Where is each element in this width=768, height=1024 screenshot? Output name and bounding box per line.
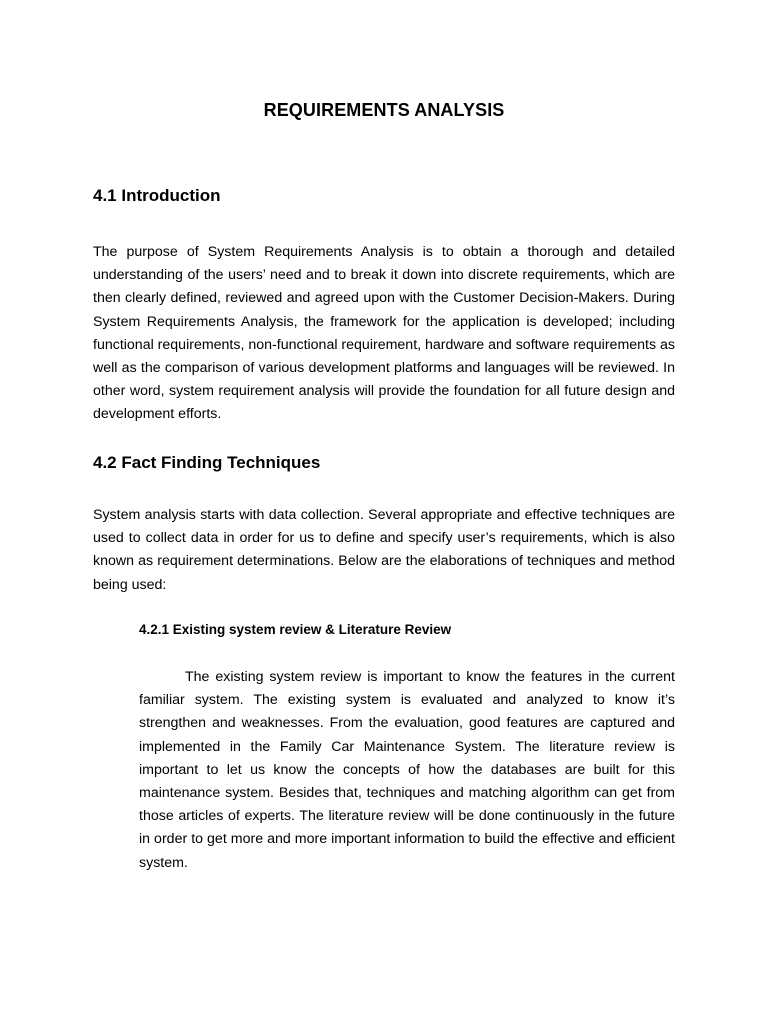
existing-system-review-paragraph: The existing system review is important to know the features in the current familiar system. The existing system is evaluated and analyzed to know it’s strengthen and weaknesses. From the evaluation, good features are captured and implemented in the Family Car Maintenance System. The literature review is important to let us know the concepts of how the databases are built for this maintenance system. Besides that, techniques and matching algorithm can get from those articles of experts. The literature review will be done continuously in the future in order to get more and more important information to build the effective and efficient system. xyxy=(139,669,675,871)
subsection-heading-existing-system-review: 4.2.1 Existing system review & Literature Review xyxy=(139,622,452,637)
introduction-paragraph: The purpose of System Requirements Analysis is to obtain a thorough and detailed understanding of the users’ need and to break it down into discrete requirements, which are then clearly defined, reviewed and agreed upon with the Customer Decision-Makers. During System Requirements Analysis, the framework for the application is developed; including functional requirements, non-functional requirement, hardware and software requirements as well as the comparison of various development platforms and languages will be reviewed. In other word, system requirement analysis will provide the foundation for all future design and development efforts. xyxy=(93,244,675,423)
fact-finding-paragraph: System analysis starts with data collection. Several appropriate and effective techniques are used to collect data in order for us to define and specify user’s requirements, which is also known as requirement determinations. Below are the elaborations of techniques and method being used: xyxy=(93,507,675,593)
section-heading-introduction: 4.1 Introduction xyxy=(93,186,221,205)
page-title: REQUIREMENTS ANALYSIS xyxy=(263,100,505,120)
section-heading-fact-finding: 4.2 Fact Finding Techniques xyxy=(93,453,321,472)
